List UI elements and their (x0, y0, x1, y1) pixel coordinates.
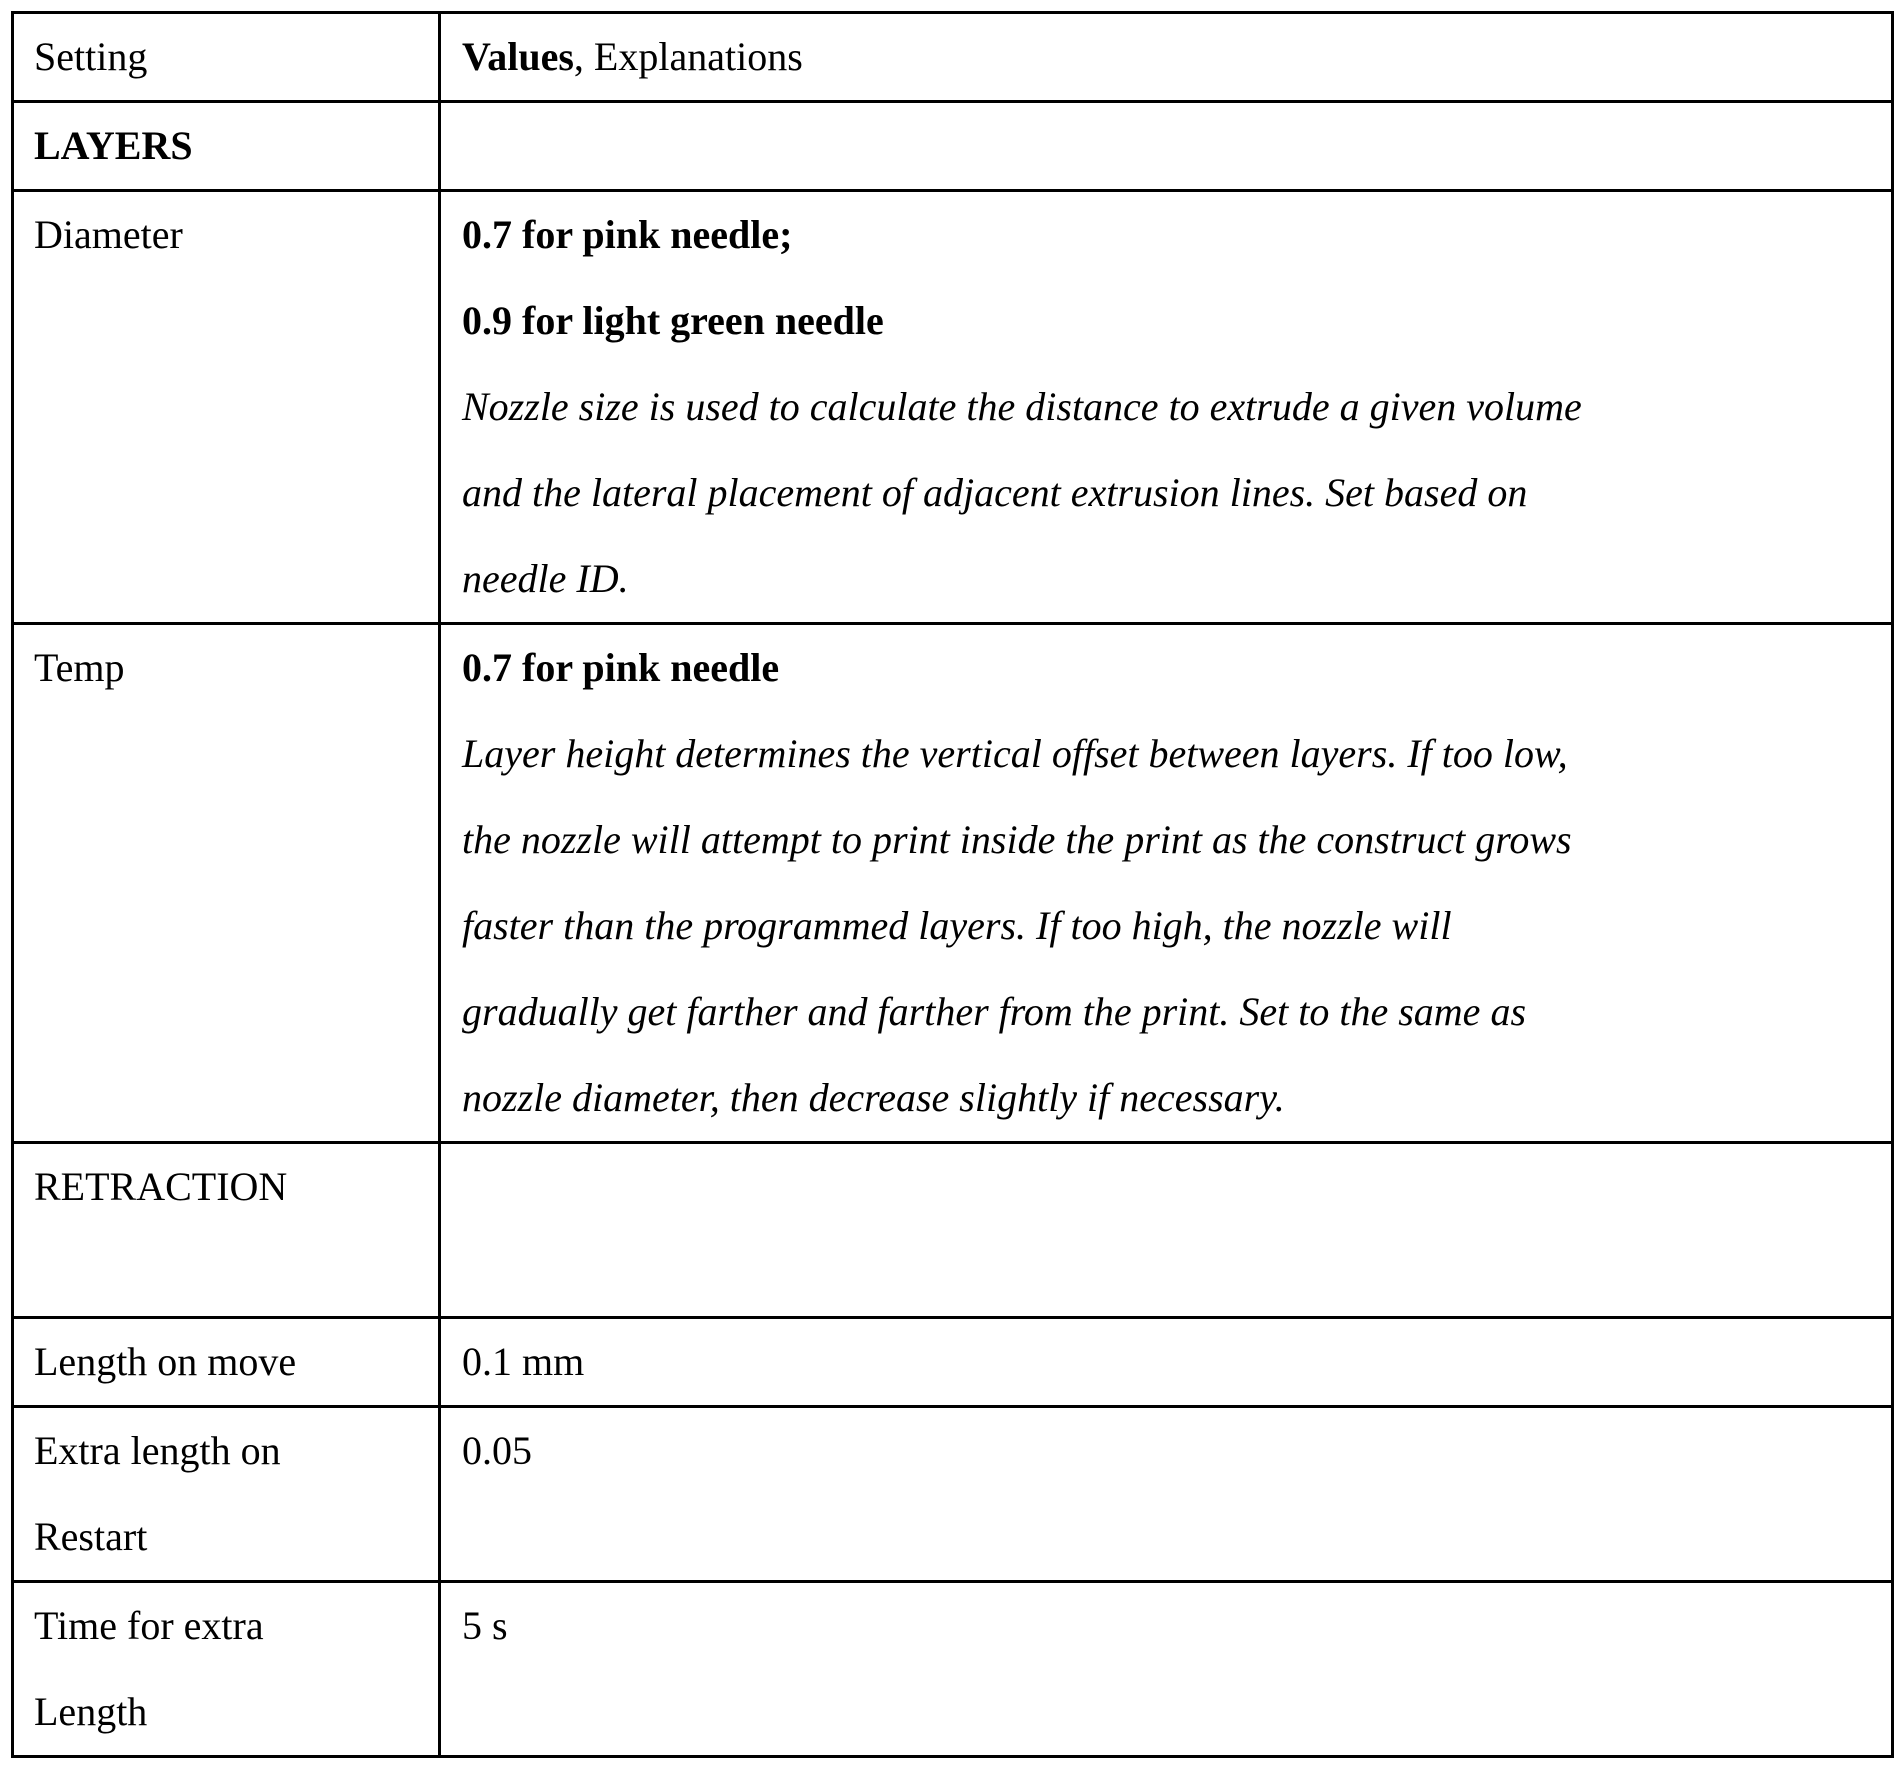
setting-label-line: Restart (34, 1514, 148, 1559)
explanation-line: faster than the programmed layers. If too high, the nozzle will (462, 903, 1452, 948)
table-row-length-on-move (13, 1318, 1893, 1407)
table-row-time-for-extra-length (13, 1582, 1893, 1757)
table-row-diameter (13, 191, 1893, 624)
value-cell-length-on-move (440, 1318, 1893, 1407)
explanation-line: the nozzle will attempt to print inside the print as the construct grows (462, 817, 1572, 862)
section-label-retraction: RETRACTION (34, 1164, 288, 1209)
header-values-bold: Values (462, 34, 574, 79)
header-setting-label: Setting (34, 34, 148, 79)
explanation-line: Nozzle size is used to calculate the distance to extrude a given volume (462, 384, 1582, 429)
explanation-line: and the lateral placement of adjacent extrusion lines. Set based on (462, 470, 1528, 515)
value-text: 0.1 mm (462, 1339, 585, 1384)
settings-table (11, 11, 1894, 1758)
value-cell-empty (440, 102, 1893, 191)
header-values-label (462, 14, 1891, 100)
value-cell-extra-length (440, 1407, 1893, 1582)
value-bold-line: 0.7 for pink needle (462, 645, 780, 690)
setting-cell (13, 1407, 440, 1582)
value-cell-diameter (440, 191, 1893, 624)
value-cell-empty (440, 1143, 1893, 1318)
table-header-row (13, 13, 1893, 102)
value-text: 0.05 (462, 1428, 532, 1473)
explanation-line: needle ID. (462, 556, 629, 601)
header-setting-cell (13, 13, 440, 102)
table-row-temp (13, 624, 1893, 1143)
explanation-line: nozzle diameter, then decrease slightly if necessary. (462, 1075, 1285, 1120)
setting-label-line: Length (34, 1689, 148, 1734)
setting-cell (13, 1318, 440, 1407)
value-bold-line: 0.9 for light green needle (462, 298, 884, 343)
setting-cell (13, 191, 440, 624)
value-cell-time-for-extra (440, 1582, 1893, 1757)
setting-label-diameter: Diameter (34, 212, 183, 257)
header-values-cell (440, 13, 1893, 102)
setting-label-line: Time for extra (34, 1603, 264, 1648)
setting-label-line: Extra length on (34, 1428, 281, 1473)
explanation-line: gradually get farther and farther from the print. Set to the same as (462, 989, 1527, 1034)
setting-cell (13, 1143, 440, 1318)
setting-cell (13, 1582, 440, 1757)
header-values-rest: , Explanations (573, 34, 803, 79)
value-cell-temp (440, 624, 1893, 1143)
setting-cell (13, 624, 440, 1143)
table-row-retraction (13, 1143, 1893, 1318)
table-row-layers (13, 102, 1893, 191)
section-label-layers: LAYERS (34, 123, 193, 168)
table-row-extra-length-on-restart (13, 1407, 1893, 1582)
setting-label-temp: Temp (34, 645, 125, 690)
value-text: 5 s (462, 1603, 508, 1648)
setting-label-length-on-move: Length on move (34, 1339, 297, 1384)
setting-cell (13, 102, 440, 191)
explanation-line: Layer height determines the vertical offset between layers. If too low, (462, 731, 1568, 776)
value-bold-line: 0.7 for pink needle; (462, 212, 793, 257)
